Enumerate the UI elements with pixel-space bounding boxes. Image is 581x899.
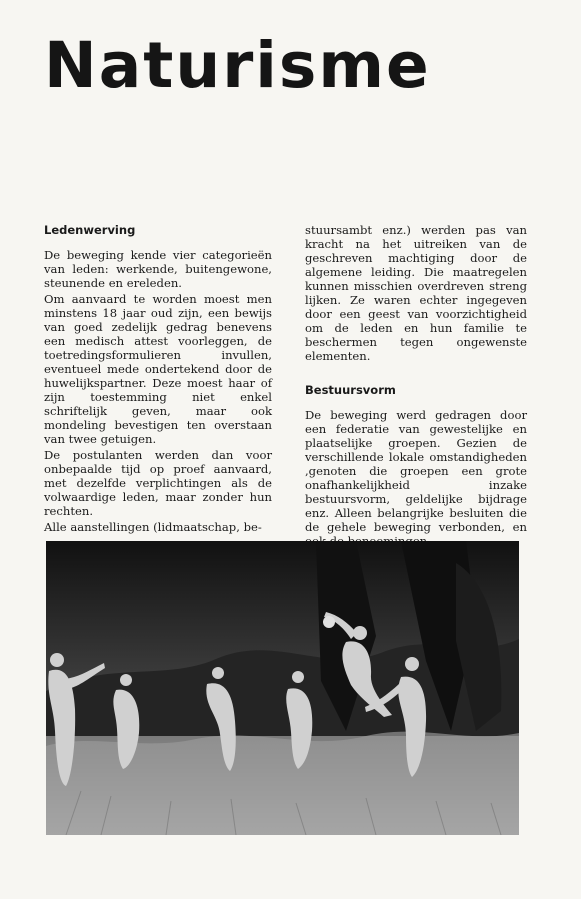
section-heading-bestuursvorm: Bestuursvorm: [305, 383, 396, 397]
paragraph-admission: Om aanvaard te worden moest men minstens 18 jaar oud zijn, een bewijs van goed zedelijk gedrag benevens een medisch attest voorleggen, de toetredingsformulieren invullen, eventueel mede ondertekend door de huwelijkspartner. Deze moest haar of zijn toestemming niet enkel schriftelijk geven, maar ook mondeling bevestigen ten overstaan van twee getuigen.: [44, 292, 272, 446]
paragraph-categories: De beweging kende vier categorieën van leden: werkende, buitengewone, steunende en ereleden.: [44, 248, 272, 290]
right-text-column: [305, 223, 527, 550]
section-heading-ledenwerving: Ledenwerving: [44, 223, 136, 237]
left-text-column: [44, 223, 272, 536]
paragraph-appointments-start: Alle aanstellingen (lidmaatschap, be-: [44, 520, 262, 534]
group-photo-illustration: [46, 541, 519, 835]
paragraph-appointments-continued: stuursambt enz.) werden pas van kracht na het uitreiken van de geschreven machtiging door de algemene leiding. Die maatregelen kunnen misschien overdreven streng lijken. Ze waren echter ingegeven door een geest van voorzichtigheid om de leden en hun familie te beschermen tegen ongewenste elementen.: [305, 223, 527, 363]
paragraph-federation: De beweging werd gedragen door een federatie van gewestelijke en plaatselijke groepen. Gezien de verschillende lokale omstandigheden ,genoten die groepen een grote onafhankelijkheid inzake bestuursvorm, geldelijke bijdrage enz. Alleen belangrijke besluiten die de gehele beweging verbonden, en: [305, 408, 527, 534]
page-title: Naturisme: [44, 29, 431, 102]
group-photo: [46, 541, 519, 835]
paragraph-probation: De postulanten werden dan voor onbepaalde tijd op proef aanvaard, met dezelfde verplichtingen als de volwaardige leden, maar zonder hun rechten.: [44, 448, 272, 518]
